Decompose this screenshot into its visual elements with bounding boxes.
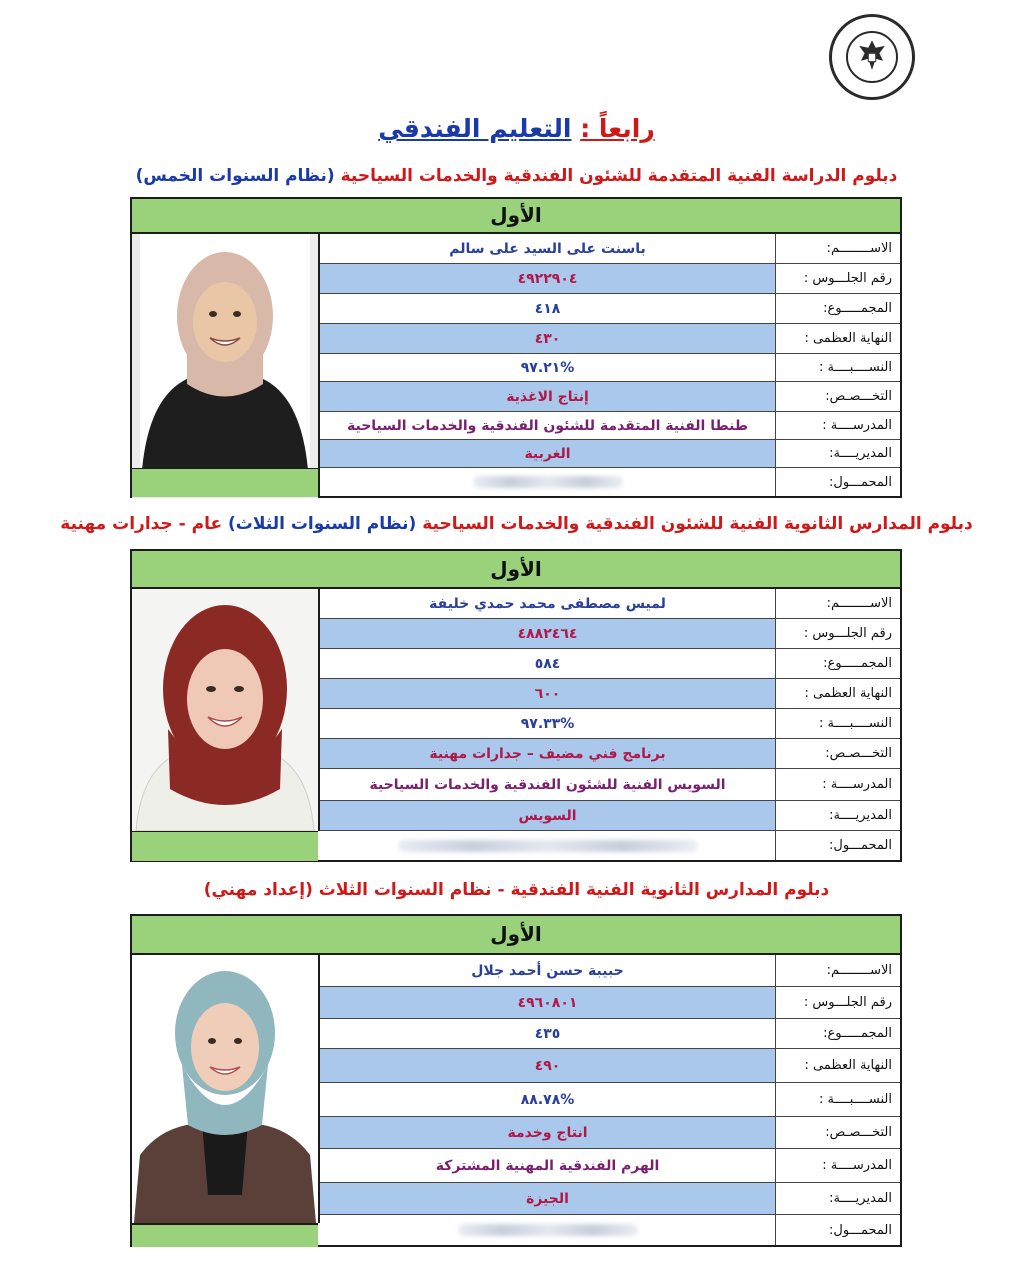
- max-value: ٦٠٠: [320, 679, 776, 708]
- section-title-main: دبلوم المدارس الثانوية الفنية الفندقية - نظام السنوات الثلاث: [318, 880, 830, 900]
- photo-footer: [132, 468, 318, 497]
- mobile-label: المحمـــول:: [829, 1222, 892, 1238]
- name-value: لميس مصطفى محمد حمدي خليفة: [320, 589, 776, 618]
- percent-value: %٩٧.٣٣: [320, 709, 776, 738]
- row-mobile: [320, 1215, 900, 1245]
- row-specialty: [320, 739, 900, 769]
- directorate-value: السويس: [320, 801, 776, 830]
- row-seat: [320, 264, 900, 294]
- student-photo: [132, 955, 320, 1223]
- mobile-value: [320, 831, 776, 860]
- section-title-system: (نظام السنوات الثلاث): [228, 514, 417, 534]
- row-max: [320, 679, 900, 709]
- directorate-value: الغربية: [320, 440, 776, 467]
- total-value: ٤٣٥: [320, 1019, 776, 1048]
- school-value: السويس الفنية للشئون الفندقية والخدمات السياحية: [320, 769, 776, 800]
- mobile-value: [320, 468, 776, 496]
- specialty-value: برنامج فني مضيف – جدارات مهنية: [320, 739, 776, 768]
- school-label: المدرســــة :: [822, 1158, 892, 1173]
- name-value: باسنت على السيد على سالم: [320, 234, 776, 263]
- row-directorate: [320, 440, 900, 468]
- directorate-label: المديريــــة:: [829, 1191, 892, 1206]
- percent-label: النســــبــــة :: [819, 360, 892, 375]
- max-label: النهاية العظمى :: [804, 1058, 892, 1073]
- seat-label: رقم الجلـــوس :: [803, 626, 892, 641]
- seat-value: ٤٨٨٢٤٦٤: [320, 619, 776, 648]
- specialty-value: انتاج وخدمة: [320, 1117, 776, 1148]
- photo-footer: [132, 831, 318, 861]
- row-school: [320, 769, 900, 801]
- mobile-value: [320, 1215, 776, 1245]
- specialty-label: التخـــصـص:: [825, 1125, 892, 1140]
- row-total: [320, 649, 900, 679]
- percent-label: النســــبــــة :: [819, 716, 892, 731]
- percent-value: %٩٧.٢١: [320, 354, 776, 381]
- directorate-label: المديريــــة:: [829, 808, 892, 823]
- row-percent: [320, 1083, 900, 1117]
- total-value: ٥٨٤: [320, 649, 776, 678]
- total-value: ٤١٨: [320, 294, 776, 323]
- section-title-main: دبلوم المدارس الثانوية الفنية للشئون الفندقية والخدمات السياحية: [422, 514, 973, 534]
- section-title-main: دبلوم الدراسة الفنية المتقدمة للشئون الفندقية والخدمات السياحية: [340, 166, 898, 186]
- title-main: التعليم الفندقي: [378, 114, 572, 143]
- student-card-1: [130, 197, 902, 498]
- blurred-mobile: [458, 1224, 638, 1236]
- photo-footer: [132, 1223, 318, 1247]
- specialty-label: التخـــصـص:: [825, 389, 892, 404]
- row-specialty: [320, 382, 900, 412]
- page-title: [0, 114, 1033, 143]
- section-title-system: (نظام السنوات الخمس): [135, 166, 335, 186]
- name-label: الاســــــــم:: [826, 241, 892, 256]
- rank-header: الأول: [132, 551, 900, 589]
- blurred-mobile: [473, 476, 623, 488]
- section-title-3: [0, 880, 1033, 900]
- school-label: المدرســــة :: [822, 777, 892, 792]
- row-directorate: [320, 1183, 900, 1215]
- directorate-label: المديريــــة:: [829, 446, 892, 461]
- seat-label: رقم الجلـــوس :: [803, 995, 892, 1010]
- row-mobile: [320, 468, 900, 496]
- row-percent: [320, 709, 900, 739]
- row-name: [320, 955, 900, 987]
- section-title-2: [0, 514, 1033, 534]
- name-value: حبيبة حسن أحمد جلال: [320, 955, 776, 986]
- total-label: المجمـــــوع:: [823, 656, 892, 671]
- directorate-value: الجيزة: [320, 1183, 776, 1214]
- row-max: [320, 1049, 900, 1083]
- student-photo: [132, 234, 320, 498]
- max-label: النهاية العظمى :: [804, 331, 892, 346]
- max-value: ٤٩٠: [320, 1049, 776, 1082]
- row-name: [320, 234, 900, 264]
- section-title-tail: عام - جدارات مهنية: [60, 514, 223, 534]
- rank-header: الأول: [132, 199, 900, 234]
- specialty-value: إنتاج الاغذية: [320, 382, 776, 411]
- blurred-mobile: [398, 840, 698, 852]
- school-value: الهرم الفندقية المهنية المشتركة: [320, 1149, 776, 1182]
- row-total: [320, 294, 900, 324]
- total-label: المجمـــــوع:: [823, 1026, 892, 1041]
- name-label: الاســــــــم:: [826, 596, 892, 611]
- percent-value: %٨٨.٧٨: [320, 1083, 776, 1116]
- school-label: المدرســــة :: [822, 418, 892, 433]
- rank-header: الأول: [132, 916, 900, 955]
- school-value: طنطا الفنية المتقدمة للشئون الفندقية والخدمات السياحية: [320, 412, 776, 439]
- percent-label: النســــبــــة :: [819, 1092, 892, 1107]
- row-mobile: [320, 831, 900, 860]
- row-specialty: [320, 1117, 900, 1149]
- row-school: [320, 1149, 900, 1183]
- row-max: [320, 324, 900, 354]
- row-name: [320, 589, 900, 619]
- row-total: [320, 1019, 900, 1049]
- max-value: ٤٣٠: [320, 324, 776, 353]
- specialty-label: التخـــصـص:: [825, 746, 892, 761]
- student-card-2: [130, 549, 902, 862]
- ministry-logo: [829, 14, 915, 100]
- row-seat: [320, 987, 900, 1019]
- student-card-3: [130, 914, 902, 1247]
- section-title-1: [0, 166, 1033, 186]
- seat-value: ٤٩٦٠٨٠١: [320, 987, 776, 1018]
- seat-label: رقم الجلـــوس :: [803, 271, 892, 286]
- row-school: [320, 412, 900, 440]
- name-label: الاســــــــم:: [826, 963, 892, 978]
- title-prefix: رابعاً :: [580, 114, 655, 143]
- mobile-label: المحمـــول:: [829, 474, 892, 490]
- mobile-label: المحمـــول:: [829, 838, 892, 853]
- row-directorate: [320, 801, 900, 831]
- max-label: النهاية العظمى :: [804, 686, 892, 701]
- row-percent: [320, 354, 900, 382]
- seat-value: ٤٩٢٢٩٠٤: [320, 264, 776, 293]
- total-label: المجمـــــوع:: [823, 301, 892, 316]
- section-title-tail: (إعداد مهني): [203, 880, 313, 900]
- row-seat: [320, 619, 900, 649]
- student-photo: [132, 589, 320, 831]
- eagle-emblem-icon: [846, 31, 898, 83]
